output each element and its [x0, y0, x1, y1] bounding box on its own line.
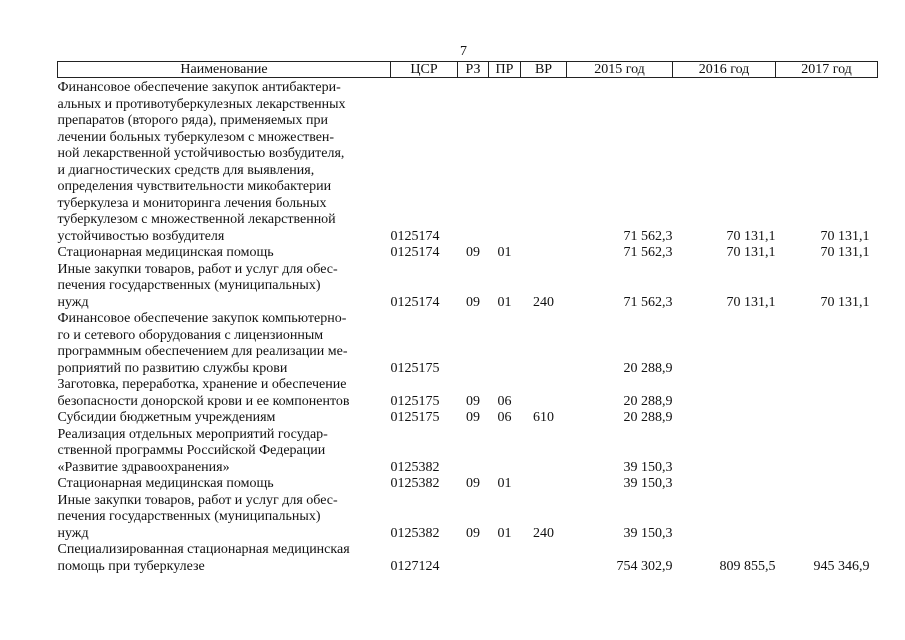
row-2016	[673, 427, 776, 477]
row-pr	[489, 78, 521, 246]
row-2017	[776, 427, 878, 477]
row-csr: 0125175	[390, 410, 440, 425]
header-vr: ВР	[521, 62, 567, 78]
table-row	[58, 262, 878, 312]
row-2017: 70 131,1	[820, 294, 870, 310]
row-csr: 0125174	[390, 228, 440, 244]
row-rz	[458, 542, 489, 575]
row-2015: 39 150,3	[623, 476, 673, 491]
row-csr: 0125174	[390, 294, 440, 310]
table-header-row	[58, 62, 878, 78]
row-csr: 0125174	[390, 245, 440, 260]
row-rz: 09	[466, 294, 480, 310]
row-vr	[521, 311, 567, 377]
header-2016: 2016 год	[673, 62, 776, 78]
table-row	[58, 427, 878, 477]
row-2017	[776, 410, 878, 427]
table-row	[58, 311, 878, 377]
row-csr: 0125175	[390, 393, 440, 409]
row-pr: 01	[497, 245, 512, 260]
row-csr: 0125175	[390, 360, 440, 376]
table-row	[58, 493, 878, 543]
row-name: Реализация отдельных мероприятий государ- ственной программы Российской Федерации «Развитие здравоохранения»	[57, 426, 328, 475]
row-rz	[458, 311, 489, 377]
budget-table	[57, 61, 878, 575]
row-csr: 0125382	[390, 525, 440, 541]
row-2017	[776, 311, 878, 377]
row-csr: 0125382	[390, 459, 440, 475]
row-name: Иные закупки товаров, работ и услуг для обес- печения государственных (муниципальных) нужд	[57, 492, 338, 541]
row-name: Субсидии бюджетным учреждениям	[57, 410, 276, 425]
row-2015: 39 150,3	[623, 459, 673, 475]
row-name: Финансовое обеспечение закупок компьютерно- го и сетевого оборудования с лицензионным программным обеспечением для реализации ме- роприятий по развитию службы крови	[57, 311, 348, 376]
row-csr: 0125382	[390, 476, 440, 491]
row-2016	[673, 377, 776, 410]
row-2017	[776, 493, 878, 543]
row-2016	[673, 493, 776, 543]
row-2017	[776, 476, 878, 493]
row-2016: 70 131,1	[726, 294, 776, 310]
row-name: Специализированная стационарная медицинская помощь при туберкулезе	[57, 542, 350, 574]
table-row	[58, 245, 878, 262]
row-csr: 0127124	[390, 558, 440, 574]
row-vr	[521, 427, 567, 477]
row-vr	[521, 245, 567, 262]
row-name: Стационарная медицинская помощь	[57, 476, 274, 491]
row-name: Заготовка, переработка, хранение и обеспечение безопасности донорской крови и ее компонентов	[57, 377, 350, 409]
header-csr: ЦСР	[391, 62, 458, 78]
row-2016: 809 855,5	[719, 558, 776, 574]
row-2017: 70 131,1	[820, 228, 870, 244]
header-2015: 2015 год	[567, 62, 673, 78]
row-2015: 20 288,9	[623, 360, 673, 376]
header-name: Наименование	[58, 62, 391, 78]
table-row	[58, 542, 878, 575]
row-vr: 610	[533, 410, 554, 425]
table-row	[58, 377, 878, 410]
row-2017: 70 131,1	[820, 245, 870, 260]
row-2015: 71 562,3	[623, 228, 673, 244]
row-2016	[673, 476, 776, 493]
row-rz: 09	[466, 245, 480, 260]
row-rz: 09	[466, 393, 480, 409]
row-pr	[489, 311, 521, 377]
table-row	[58, 78, 878, 246]
row-2016	[673, 311, 776, 377]
row-name: Стационарная медицинская помощь	[57, 245, 274, 260]
row-pr: 01	[497, 476, 512, 491]
row-vr	[521, 377, 567, 410]
row-pr: 06	[497, 393, 512, 409]
row-2015: 20 288,9	[623, 410, 673, 425]
row-pr: 01	[497, 525, 512, 541]
row-2016: 70 131,1	[726, 228, 776, 244]
row-vr	[521, 542, 567, 575]
row-2017: 945 346,9	[813, 558, 870, 574]
row-vr	[521, 78, 567, 246]
row-pr: 06	[497, 410, 512, 425]
row-rz: 09	[466, 476, 480, 491]
row-2017	[776, 377, 878, 410]
row-vr: 240	[533, 294, 554, 310]
row-vr: 240	[533, 525, 554, 541]
row-pr: 01	[497, 294, 512, 310]
header-2017: 2017 год	[776, 62, 878, 78]
row-2015: 754 302,9	[616, 558, 673, 574]
table-row	[58, 476, 878, 493]
row-rz: 09	[466, 410, 480, 425]
row-2015: 71 562,3	[623, 294, 673, 310]
row-name: Иные закупки товаров, работ и услуг для обес- печения государственных (муниципальных) нужд	[57, 261, 338, 310]
row-2016: 70 131,1	[726, 245, 776, 260]
row-rz	[458, 427, 489, 477]
row-2015: 39 150,3	[623, 525, 673, 541]
page-number: 7	[460, 44, 467, 59]
row-2015: 20 288,9	[623, 393, 673, 409]
table-row	[58, 410, 878, 427]
row-2016	[673, 410, 776, 427]
row-rz: 09	[466, 525, 480, 541]
header-pr: ПР	[489, 62, 521, 78]
row-pr	[489, 427, 521, 477]
row-vr	[521, 476, 567, 493]
row-rz	[458, 78, 489, 246]
row-2015: 71 562,3	[623, 245, 673, 260]
row-pr	[489, 542, 521, 575]
header-rz: РЗ	[458, 62, 489, 78]
row-name: Финансовое обеспечение закупок антибактери- альных и противотуберкулезных лекарственных препаратов (второго ряда), применяемых при лечении больных туберкулезом с множествен- ной лекарственной устойчивостью возбудителя, и диагностических средств для выявления, определения чувствительности микобактерии туберкулеза и мониторинга лечения больных туберкулезом с множественной лекарственной устойчивостью возбудителя	[57, 80, 346, 244]
